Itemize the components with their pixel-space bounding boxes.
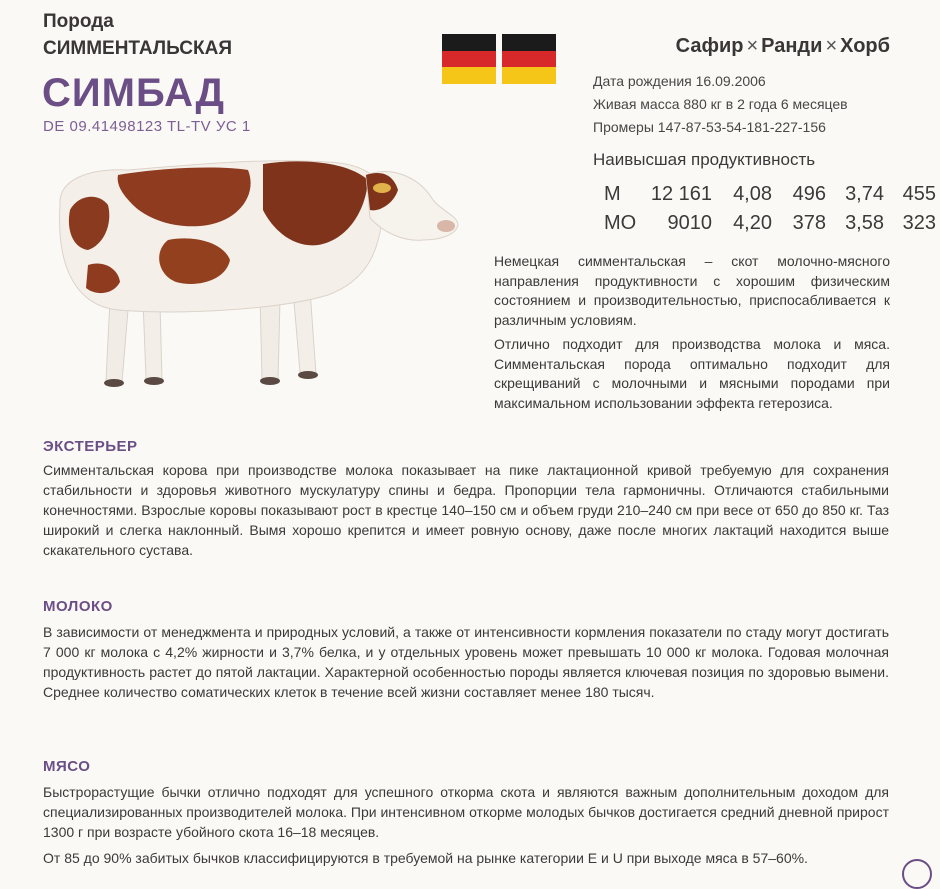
breed-name: СИММЕНТАЛЬСКАЯ [43,38,232,59]
registration-code: DE 09.41498123 TL-TV УС 1 [43,118,251,135]
intro-paragraph: Немецкая симментальская – скот молочно-мясного направления продуктивности с хорошим физическим состоянием и производительностью, приспосабливается к различным условиям. [494,253,890,328]
live-weight: Живая масса 880 кг в 2 года 6 месяцев [593,96,848,112]
row-label: М [604,183,621,205]
birth-date: Дата рождения 16.09.2006 [593,73,766,89]
meat-text: Быстрорастущие бычки отлично подходят для успешного откорма скота и являются важным дополнительным доходом для специализированных производителей молока. При интенсивном откорме молодых бычков достигается средний дневной прирост 1300 г при возрасте убойного скота 16–18 месяцев. [43,784,889,840]
dam-dam-sire-name: Хорб [840,35,890,57]
german-flag-icon [502,34,556,84]
breed-label: Порода [43,11,114,32]
german-flag-icon [442,34,496,84]
fat-percent-value: 4,08 [733,183,772,205]
meat-heading: МЯСО [43,758,91,775]
milk-yield-value: 12 161 [650,183,712,205]
fat-kg-value: 496 [792,183,826,205]
protein-percent-value: 3,74 [845,183,884,205]
fat-percent-value: 4,20 [733,212,772,234]
page-corner-mark [902,859,932,889]
milk-heading: МОЛОКО [43,598,113,615]
meat-text-extra: От 85 до 90% забитых бычков классифицируются в требуемой на рынке категории E и U при выходе мяса в 57–60%. [43,850,808,866]
cross-symbol: × [825,35,838,57]
bull-photo [48,150,468,400]
pedigree-line [676,35,890,58]
fat-kg-value: 378 [792,212,826,234]
milk-yield-value: 9010 [667,212,712,234]
intro-text [494,252,890,418]
bull-name: СИМБАД [42,71,226,115]
productivity-table [590,180,936,238]
milk-text: В зависимости от менеджмента и природных условий, а также от интенсивности кормления показатели по стаду могут достигать 7 000 кг молока с 4,2% жирности и 3,7% белка, и у отдельных уровень может превышать 10 000 кг молока. Годовая молочная продуктивность растет до пятой лактации. Характерной особенностью породы является ключевая позиция по здоровью вымени. Среднее количество соматических клеток в течение всей жизни составляет менее 180 тысяч. [43,624,889,700]
protein-percent-value: 3,58 [845,212,884,234]
table-row [590,180,936,209]
table-row [590,209,936,238]
productivity-title: Наивысшая продуктивность [593,150,816,169]
german-flags [442,34,557,84]
row-label: МО [604,212,637,234]
cross-symbol: × [746,35,759,57]
bull-facts [593,70,848,139]
body-measures: Промеры 147-87-53-54-181-227-156 [593,119,826,135]
protein-kg-value: 455 [902,183,936,205]
exterior-heading: ЭКСТЕРЬЕР [43,438,138,455]
intro-paragraph: Отлично подходит для производства молока и мяса. Симментальская порода оптимально подходит для скрещиваний с молочными и мясными породами при максимальном использовании эффекта гетерозиса. [494,336,890,411]
sire-name: Сафир [675,35,744,57]
dam-sire-name: Ранди [761,35,823,57]
protein-kg-value: 323 [902,212,936,234]
exterior-text: Симментальская корова при производстве молока показывает на пике лактационной кривой требуемую для сохранения стабильности и здоровья животного мускулатуру спины и бедра. Пропорции тела гармоничны. Отличаются стабильными конечностями. Взрослые коровы показывают рост в крестце 140–150 см и объем груди 210–240 см при весе от 650 до 850 кг. Таз широкий и слегка наклонный. Вымя хорошо крепится и имеет ровную основу, даже после многих лактаций находится выше скакательного сустава. [43,462,889,558]
